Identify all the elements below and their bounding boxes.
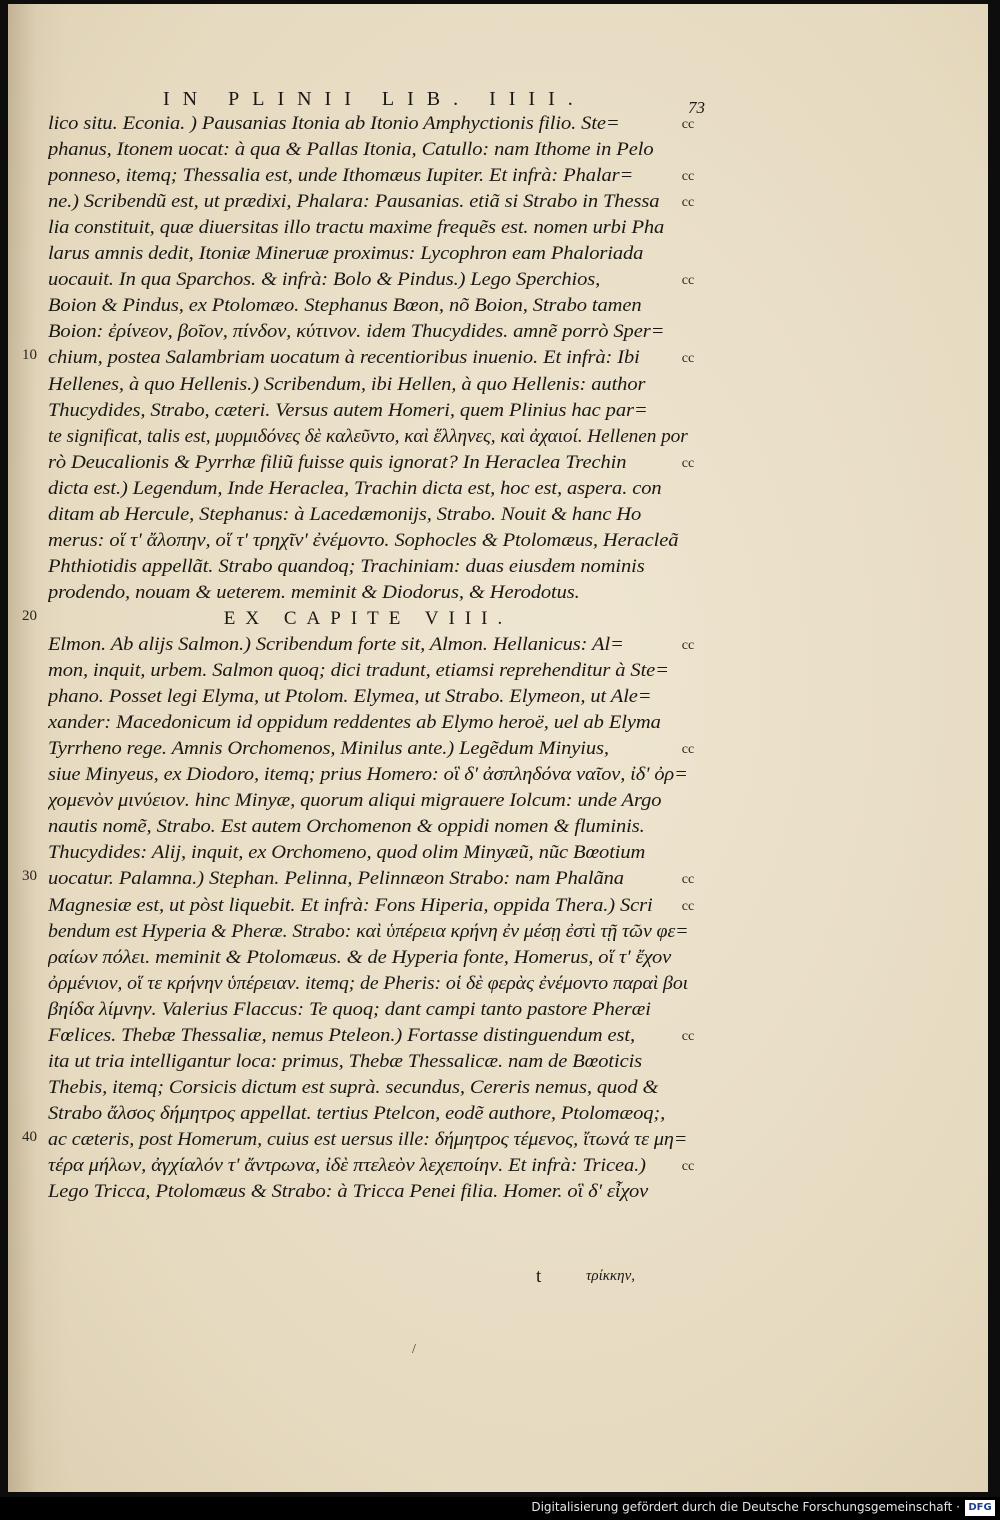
- line-number: 20: [22, 608, 37, 624]
- text-line: uocatur. Palamna.) Stephan. Pelinna, Pelinnæon Strabo: nam Phalãna: [48, 868, 624, 889]
- text-line: phano. Posset legi Elyma, ut Ptolom. Elymea, ut Strabo. Elymeon, ut Ale=: [48, 686, 652, 707]
- text-line: Thucydides: Alij, inquit, ex Orchomeno, quod olim Minyæũ, nũc Bœotium: [48, 842, 646, 863]
- text-line: lia constituit, quæ diuersitas illo tractu maxime frequẽs est. nomen urbi Pha: [48, 217, 665, 238]
- text-line: Fœlices. Thebæ Thessaliæ, nemus Pteleon.) Fortasse distinguendum est,: [48, 1025, 636, 1046]
- margin-mark: cc: [681, 351, 695, 366]
- text-line: ita ut tria intelligantur loca: primus, Thebæ Thessalicæ. nam de Bœoticis: [48, 1051, 643, 1072]
- funding-credit: Digitalisierung gefördert durch die Deutsche Forschungsgemeinschaft ·: [531, 1500, 960, 1514]
- text-line: rò Deucalionis & Pyrrhæ filiũ fuisse quis ignorat? In Heraclea Trechin: [48, 452, 627, 473]
- text-line: uocauit. In qua Sparchos. & infrà: Bolo & Pindus.) Lego Sperchios,: [48, 269, 601, 290]
- footer-bar: [0, 1497, 1000, 1520]
- running-head: IN PLINII LIB. IIII.: [163, 88, 586, 110]
- text-line: xander: Macedonicum id oppidum reddentes ab Elymo heroë, uel ab Elyma: [48, 712, 661, 733]
- text-line: βηίδα λίμνην. Valerius Flaccus: Te quoq; dant campi tanto pastore Pheræi: [48, 999, 651, 1020]
- text-line: ραίων πόλει. meminit & Ptolomæus. & de Hyperia fonte, Homerus, οἵ τ' ἔχον: [48, 947, 672, 968]
- text-line: Magnesiæ est, ut pòst liquebit. Et infrà: Fons Hiperia, oppida Thera.) Scri: [48, 895, 653, 916]
- text-line: ditam ab Hercule, Stephanus: à Lacedæmonijs, Strabo. Nouit & hanc Ho: [48, 504, 642, 525]
- text-line: ponneso, itemq; Thessalia est, unde Ithomæus Iupiter. Et infrà: Phalar=: [48, 165, 634, 186]
- margin-mark: cc: [681, 273, 695, 288]
- text-line: prodendo, nouam & ueterem. meminit & Diodorus, & Herodotus.: [48, 582, 580, 603]
- text-line: bendum est Hyperia & Pheræ. Strabo: καὶ ὑπέρεια κρήνη ἐν μέσῃ ἐστὶ τῇ τῶν φε=: [48, 921, 689, 942]
- page-fleck: /: [412, 1342, 416, 1357]
- margin-mark: cc: [681, 899, 695, 914]
- folio-number: 73: [688, 98, 705, 117]
- text-line: Lego Tricca, Ptolomæus & Strabo: à Tricca Penei filia. Homer. οἳ δ' εἶχον: [48, 1181, 649, 1202]
- margin-mark: cc: [681, 195, 695, 210]
- margin-mark: cc: [681, 742, 695, 757]
- text-line: phanus, Itonem uocat: à qua & Pallas Itonia, Catullo: nam Ithome in Pelo: [48, 139, 654, 160]
- text-line: siue Minyeus, ex Diodoro, itemq; prius Homero: οἳ δ' ἀσπληδόνα ναῖον, ἰδ' ὀρ=: [48, 764, 688, 785]
- line-number: 40: [22, 1129, 37, 1145]
- text-line: Strabo ἄλσος δήμητρος appellat. tertius Ptelcon, eodẽ authore, Ptolomæoq;,: [48, 1103, 666, 1124]
- margin-mark: cc: [681, 872, 695, 887]
- margin-mark: cc: [681, 1029, 695, 1044]
- dfg-logo: DFG: [965, 1500, 995, 1516]
- text-line: Tyrrheno rege. Amnis Orchomenos, Minilus ante.) Legẽdum Minyius,: [48, 738, 609, 759]
- margin-mark: cc: [681, 1159, 695, 1174]
- text-line: τέρα μήλων, ἀγχίαλόν τ' ἄντρωνα, ἰδὲ πτελεὸν λεχεποίην. Et infrà: Tricea.): [48, 1155, 646, 1176]
- margin-mark: cc: [681, 117, 695, 132]
- text-line: Elmon. Ab alijs Salmon.) Scribendum forte sit, Almon. Hellanicus: Al=: [48, 634, 624, 655]
- text-line: Phthiotidis appellãt. Strabo quandoq; Trachiniam: duas eiusdem nominis: [48, 556, 645, 577]
- line-number: 30: [22, 868, 37, 884]
- margin-mark: cc: [681, 169, 695, 184]
- margin-mark: cc: [681, 638, 695, 653]
- text-line: lico situ. Econia. ) Pausanias Itonia ab Itonio Amphyctionis filio. Ste=: [48, 113, 620, 134]
- line-number: 10: [22, 347, 37, 363]
- margin-mark: cc: [681, 456, 695, 471]
- book-page: [8, 4, 988, 1492]
- catchword: t: [536, 1266, 542, 1287]
- text-line: mon, inquit, urbem. Salmon quoq; dici tradunt, etiamsi reprehenditur à Ste=: [48, 660, 669, 681]
- text-line: te significat, talis est, μυρμιδόνες δὲ καλεῦντο, καὶ ἕλληνες, καὶ ἀχαιοί. Hellenen por: [48, 426, 688, 447]
- text-line: Boion: ἐρίνεον, βοῖον, πίνδον, κύτινον. idem Thucydides. amnẽ porrò Sper=: [48, 321, 665, 342]
- section-heading: EX CAPITE VIII.: [223, 608, 513, 629]
- catchword-greek: τρίκκην,: [586, 1268, 635, 1284]
- text-line: Thebis, itemq; Corsicis dictum est suprà. secundus, Cereris nemus, quod &: [48, 1077, 659, 1098]
- text-line: Hellenes, à quo Hellenis.) Scribendum, ibi Hellen, à quo Hellenis: author: [48, 374, 646, 395]
- text-line: nautis nomẽ, Strabo. Est autem Orchomenon & oppidi nomen & fluminis.: [48, 816, 645, 837]
- text-line: dicta est.) Legendum, Inde Heraclea, Trachin dicta est, hoc est, aspera. con: [48, 478, 662, 499]
- text-line: ne.) Scribendũ est, ut prædixi, Phalara: Pausanias. etiã si Strabo in Thessa: [48, 191, 660, 212]
- text-line: Boion & Pindus, ex Ptolomæo. Stephanus Bœon, nõ Boion, Strabo tamen: [48, 295, 642, 316]
- text-line: Thucydides, Strabo, cæteri. Versus autem Homeri, quem Plinius hac par=: [48, 400, 648, 421]
- text-line: chium, postea Salambriam uocatum à recentioribus inuenio. Et infrà: Ibi: [48, 347, 640, 368]
- text-line: ac cæteris, post Homerum, cuius est uersus ille: δήμητρος τέμενος, ἴτωνά τε μη=: [48, 1129, 688, 1150]
- text-line: ὀρμένιον, οἵ τε κρήνην ὑπέρειαν. itemq; de Pheris: οἱ δὲ φερὰς ἐνέμοντο παραὶ βοι: [48, 973, 688, 994]
- text-line: merus: οἵ τ' ἄλοπην, οἵ τ' τρηχῖν' ἐνέμοντο. Sophocles & Ptolomæus, Heracleã: [48, 530, 679, 551]
- text-line: larus amnis dedit, Itoniæ Mineruæ proximus: Lycophron eam Phaloriada: [48, 243, 644, 264]
- text-line: χομενὸν μινύειον. hinc Minyæ, quorum aliqui migrauere Iolcum: unde Argo: [48, 790, 662, 811]
